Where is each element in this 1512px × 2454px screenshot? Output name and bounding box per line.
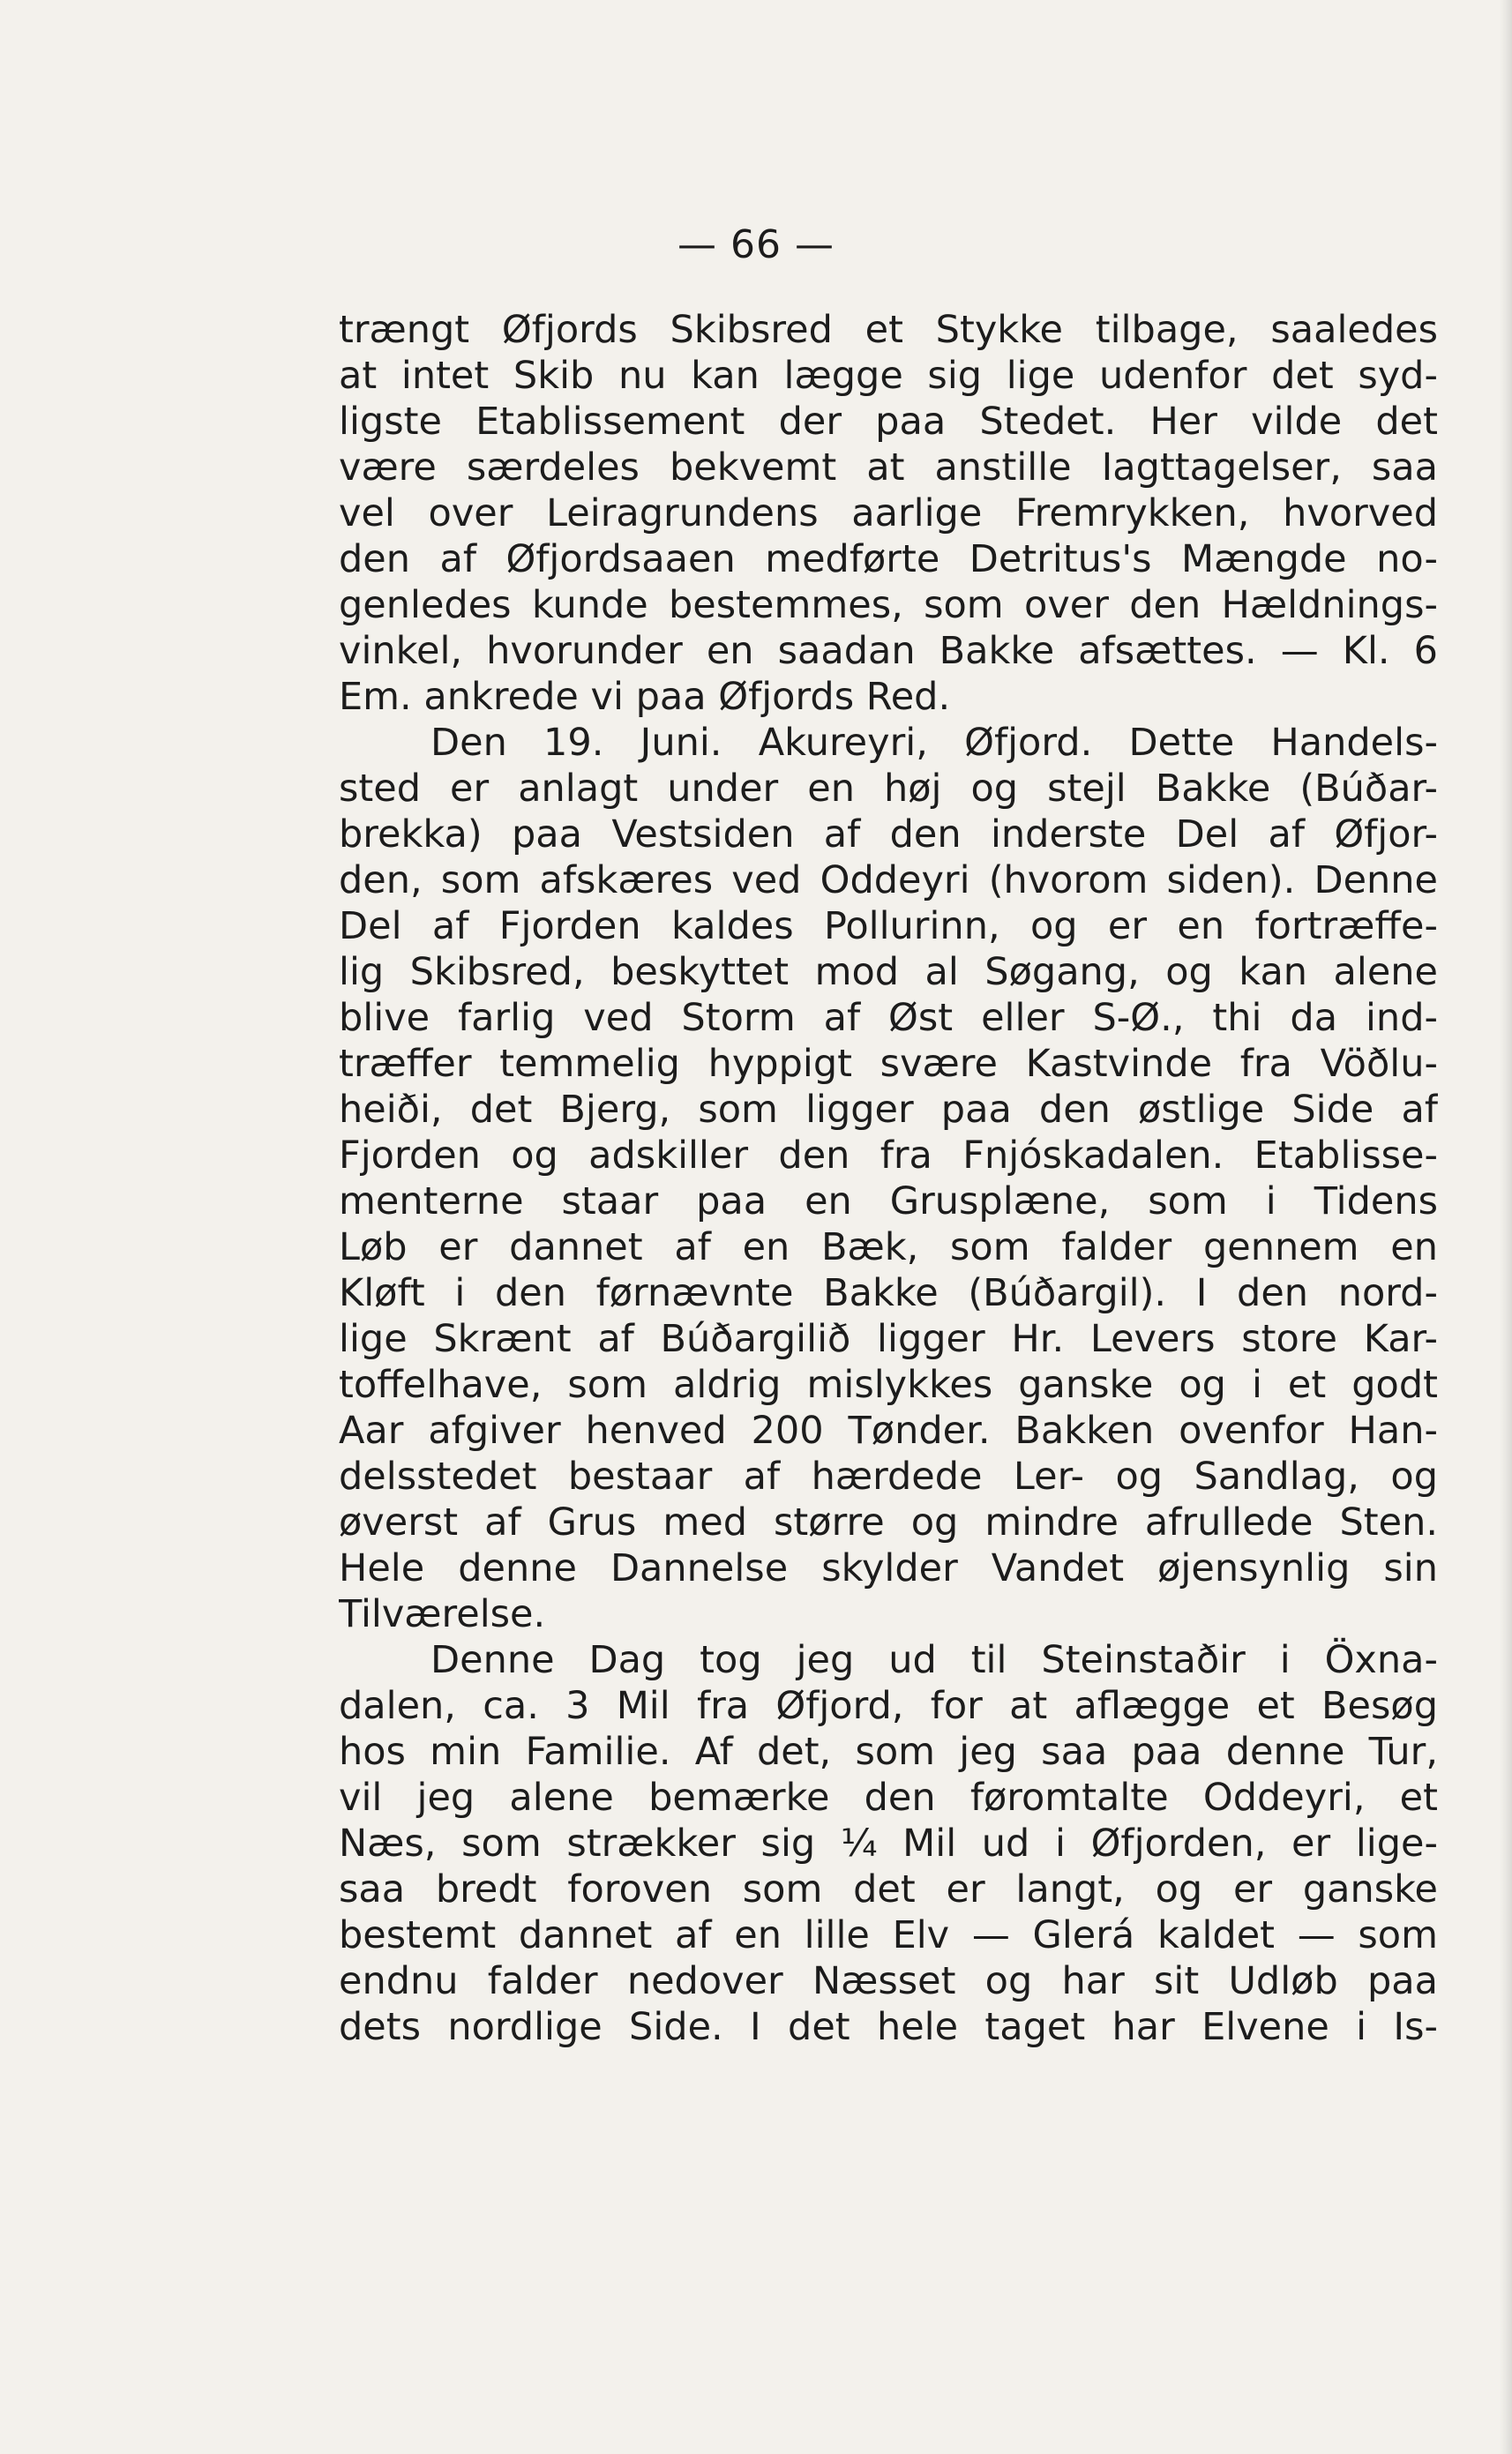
text-line: delsstedet bestaar af hærdede Ler- og Sandlag, og [339, 1455, 1438, 1499]
text-line: genledes kunde bestemmes, som over den Hældnings- [339, 583, 1438, 627]
text-line: endnu falder nedover Næsset og har sit Udløb paa [339, 1959, 1438, 2003]
text-line: ligste Etablissement der paa Stedet. Her vilde det [339, 400, 1438, 444]
text-line: brekka) paa Vestsiden af den inderste Del af Øfjor- [339, 812, 1438, 857]
text-line: Løb er dannet af en Bæk, som falder gennem en [339, 1225, 1438, 1269]
text-line: vinkel, hvorunder en saadan Bakke afsættes. — Kl. 6 [339, 629, 1438, 673]
text-line: Em. ankrede vi paa Øfjords Red. [339, 675, 951, 719]
text-line: toffelhave, som aldrig mislykkes ganske og i et godt [339, 1363, 1438, 1407]
text-line: den af Øfjordsaaen medførte Detritus's Mængde no- [339, 537, 1438, 581]
text-line: hos min Familie. Af det, som jeg saa paa denne Tur, [339, 1730, 1438, 1774]
text-line: Den 19. Juni. Akureyri, Øfjord. Dette Handels- [430, 721, 1438, 765]
body-text [339, 307, 1438, 2050]
text-line: trængt Øfjords Skibsred et Stykke tilbage, saaledes [339, 308, 1438, 352]
text-line: øverst af Grus med større og mindre afrullede Sten. [339, 1500, 1438, 1545]
text-line: saa bredt foroven som det er langt, og er ganske [339, 1867, 1438, 1912]
page-edge-shadow [1500, 0, 1512, 2454]
text-line: Tilværelse. [339, 1592, 546, 1636]
text-line: dalen, ca. 3 Mil fra Øfjord, for at aflægge et Besøg [339, 1684, 1438, 1728]
text-line: Hele denne Dannelse skylder Vandet øjensynlig sin [339, 1546, 1438, 1590]
text-line: Kløft i den førnævnte Bakke (Búðargil). I den nord- [339, 1271, 1438, 1315]
text-line: menterne staar paa en Grusplæne, som i Tidens [339, 1179, 1438, 1223]
text-line: lige Skrænt af Búðargilið ligger Hr. Levers store Kar- [339, 1317, 1438, 1361]
text-line: vil jeg alene bemærke den føromtalte Oddeyri, et [339, 1776, 1438, 1820]
text-line: at intet Skib nu kan lægge sig lige udenfor det syd- [339, 354, 1438, 398]
text-line: Denne Dag tog jeg ud til Steinstaðir i Öxna- [430, 1638, 1438, 1682]
text-line: den, som afskæres ved Oddeyri (hvorom siden). Denne [339, 858, 1438, 902]
text-line: Fjorden og adskiller den fra Fnjóskadalen. Etablisse- [339, 1133, 1438, 1178]
page-number: — 66 — [677, 222, 835, 267]
text-line: træffer temmelig hyppigt svære Kastvinde fra Vöðlu- [339, 1042, 1438, 1086]
text-line: vel over Leiragrundens aarlige Fremrykken, hvorved [339, 491, 1438, 535]
text-line: lig Skibsred, beskyttet mod al Søgang, og kan alene [339, 950, 1438, 994]
text-line: sted er anlagt under en høj og stejl Bakke (Búðar- [339, 767, 1438, 811]
text-line: være særdeles bekvemt at anstille Iagttagelser, saa [339, 445, 1438, 490]
text-line: dets nordlige Side. I det hele taget har Elvene i Is- [339, 2005, 1438, 2049]
text-line: blive farlig ved Storm af Øst eller S-Ø., thi da ind- [339, 996, 1438, 1040]
text-line: Aar afgiver henved 200 Tønder. Bakken ovenfor Han- [339, 1409, 1438, 1453]
text-line: Næs, som strækker sig ¼ Mil ud i Øfjorden, er lige- [339, 1822, 1438, 1866]
text-line: bestemt dannet af en lille Elv — Glerá kaldet — som [339, 1913, 1438, 1957]
text-line: Del af Fjorden kaldes Pollurinn, og er en fortræffe- [339, 904, 1438, 948]
text-line: heiði, det Bjerg, som ligger paa den østlige Side af [339, 1088, 1438, 1132]
